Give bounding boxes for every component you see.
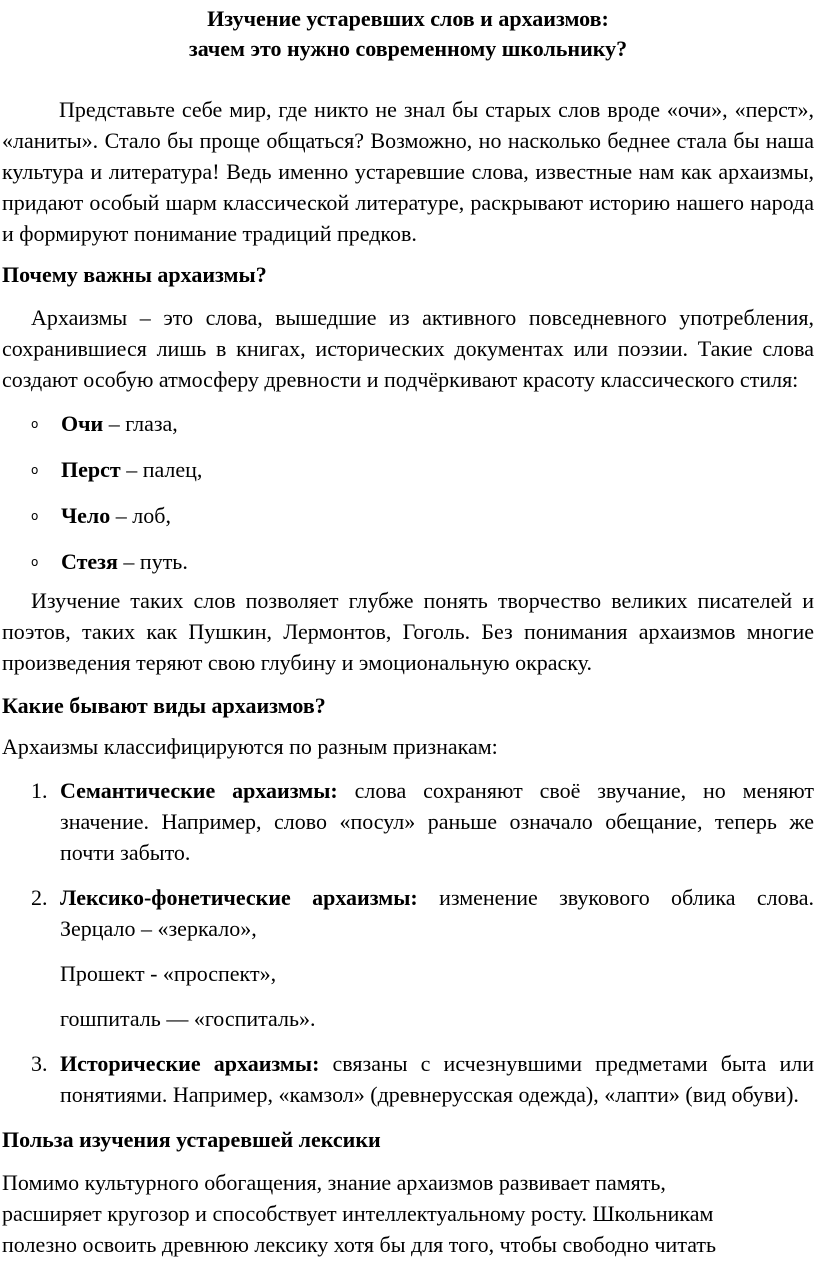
type-term: Исторические архаизмы:: [60, 1051, 320, 1076]
type-term: Семантические архаизмы:: [60, 778, 338, 803]
list-item: [2, 454, 814, 485]
benefits-line-2: расширяет кругозор и способствует интеллектуальному росту. Школьникам: [2, 1201, 714, 1226]
example-term: Перст: [61, 457, 121, 482]
list-item: [2, 775, 814, 868]
list-item: [2, 1048, 814, 1110]
section-why-paragraph-2: Изучение таких слов позволяет глубже понять творчество великих писателей и поэтов, таких как Пушкин, Лермонтов, Гоголь. Без понимания архаизмов многие произведения теряют свою глубину и эмоциональную окраску.: [2, 588, 814, 675]
type-term: Лексико-фонетические архаизмы:: [60, 885, 418, 910]
section-heading-why: Почему важны архаизмы?: [2, 262, 267, 287]
archaism-types-list: [2, 775, 814, 1110]
section-why-paragraph: Архаизмы – это слова, вышедшие из активного повседневного употребления, сохранившиеся лишь в книгах, исторических документах или поэзии. Такие слова создают особую атмосферу древности и подчёркивают красоту классического стиля:: [2, 305, 814, 392]
example-term: Очи: [61, 411, 104, 436]
list-item: [2, 408, 814, 439]
bullet-marker: o: [31, 509, 39, 523]
type-example-line: Прошект - «проспект»,: [60, 961, 277, 986]
example-meaning: – палец,: [120, 457, 203, 482]
list-item: [2, 500, 814, 531]
section-heading-types: Какие бывают виды архаизмов?: [2, 693, 326, 718]
intro-paragraph: Представьте себе мир, где никто не знал бы старых слов вроде «очи», «перст», «ланиты». Стало бы проще общаться? Возможно, но насколько беднее стала бы наша культура и литература! Ведь именно устаревшие слова, известные нам как архаизмы, придают особый шарм классической литературе, раскрывают историю нашего народа и формируют понимание традиций предков.: [2, 97, 814, 246]
type-example-line: гошпиталь — «госпиталь».: [60, 1006, 316, 1031]
type-description: изменение звукового облика слова. Зерцало – «зеркало»,: [60, 885, 814, 941]
example-meaning: – путь.: [117, 549, 188, 574]
title-line-1: Изучение устаревших слов и архаизмов:: [207, 6, 609, 31]
document-title: [2, 4, 814, 64]
archaism-examples-list: [2, 408, 814, 577]
example-meaning: – глаза,: [103, 411, 178, 436]
list-item: [2, 882, 814, 1034]
benefits-line-3: полезно освоить древнюю лексику хотя бы для того, чтобы свободно читать: [2, 1232, 717, 1257]
example-meaning: – лоб,: [110, 503, 171, 528]
list-item: [2, 546, 814, 577]
section-heading-benefits: Польза изучения устаревшей лексики: [2, 1127, 381, 1152]
list-number: 3.: [31, 1051, 48, 1076]
section-benefits-paragraph: [2, 1167, 814, 1260]
example-term: Чело: [61, 503, 111, 528]
example-term: Стезя: [61, 549, 118, 574]
type-description: слова сохраняют своё звучание, но меняют значение. Например, слово «посул» раньше означало обещание, теперь же почти забыто.: [60, 778, 815, 865]
type-description: связаны с исчезнувшими предметами быта или понятиями. Например, «камзол» (древнерусская одежда), «лапти» (вид обуви).: [60, 1051, 814, 1107]
benefits-line-1: Помимо культурного обогащения, знание архаизмов развивает память,: [2, 1170, 666, 1195]
title-line-2: зачем это нужно современному школьнику?: [188, 36, 628, 61]
list-number: 1.: [31, 778, 48, 803]
bullet-marker: o: [31, 417, 39, 431]
section-types-intro: Архаизмы классифицируются по разным признакам:: [2, 734, 498, 759]
bullet-marker: o: [31, 463, 39, 477]
bullet-marker: o: [31, 555, 39, 569]
list-number: 2.: [31, 885, 48, 910]
